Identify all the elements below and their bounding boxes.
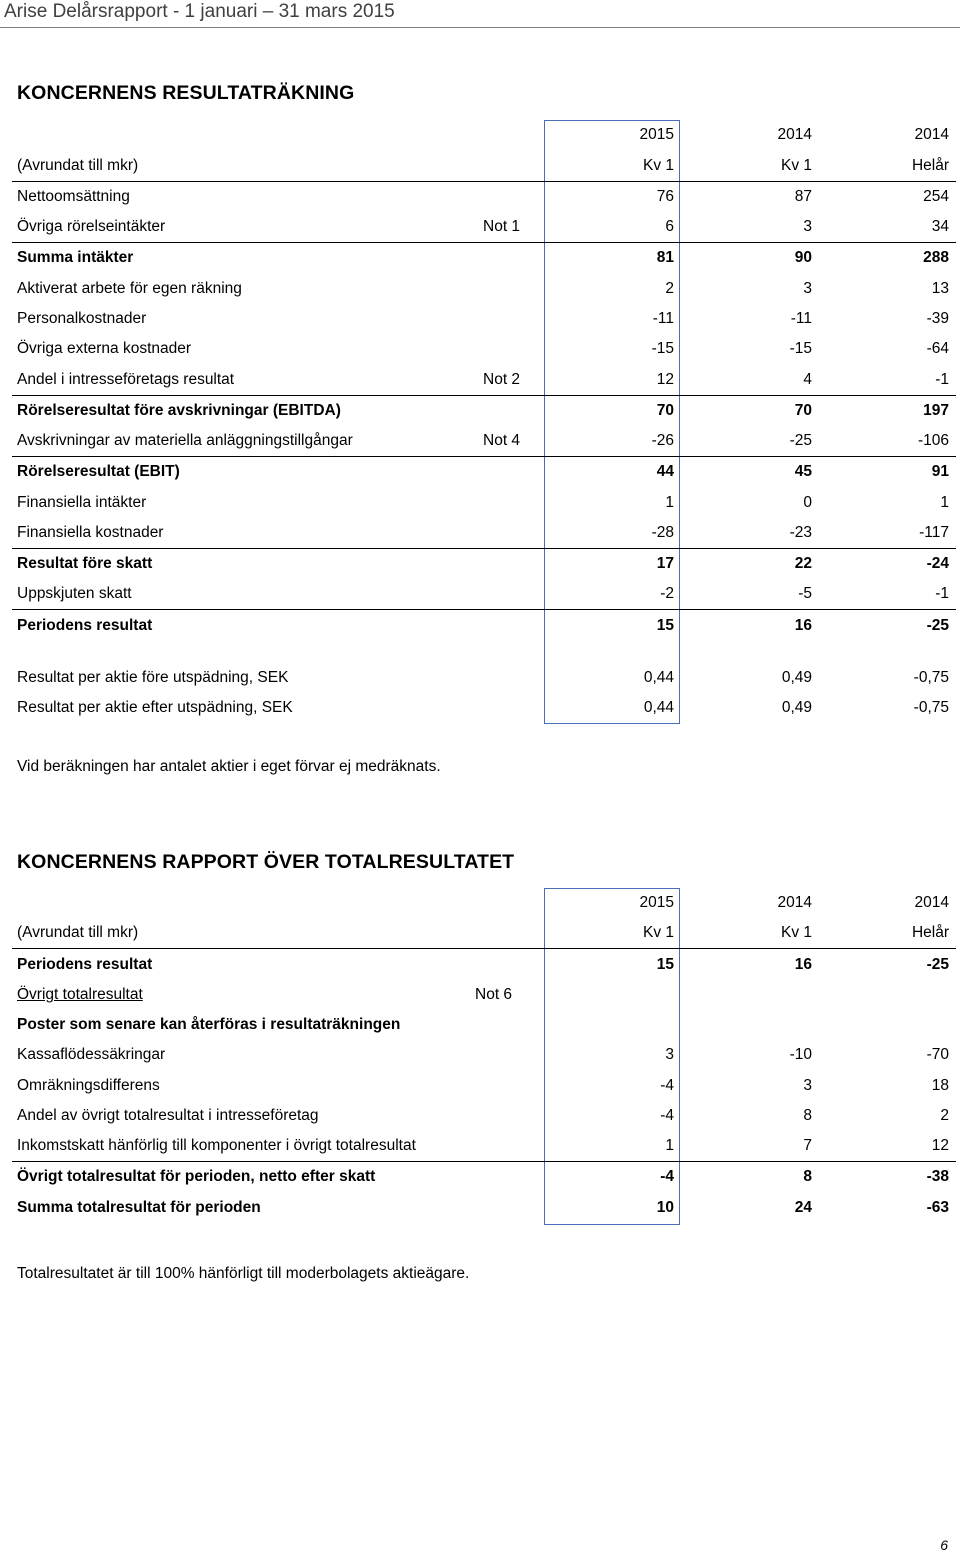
table-row (0, 426, 960, 457)
note-reference: Not 1 (483, 218, 521, 235)
row-label: Finansiella kostnader (17, 524, 164, 541)
row-value: -25 (789, 432, 812, 449)
row-value: 1 (665, 1137, 674, 1154)
col-year-2015: 2015 (639, 126, 674, 143)
row-label: Poster som senare kan återföras i resultaträkningen (17, 1016, 401, 1033)
row-value: -25 (926, 956, 949, 973)
income-footnote: Vid beräkningen har antalet aktier i eget förvar ej medräknats. (17, 758, 441, 775)
row-label: Övrigt totalresultat (17, 986, 143, 1003)
row-value: 8 (803, 1107, 812, 1124)
row-value: 4 (803, 371, 812, 388)
row-value: -64 (926, 340, 949, 357)
document-header: Arise Delårsrapport - 1 januari – 31 mars 2015 (4, 1, 395, 22)
table-row (0, 274, 960, 305)
col-period-kv1-2014: Kv 1 (780, 157, 812, 174)
table-row (0, 950, 960, 981)
row-label: Summa intäkter (17, 249, 134, 266)
col-year-2014-full: 2014 (914, 126, 949, 143)
row-label: Övriga rörelseintäkter (17, 218, 166, 235)
col-period-kv1-2015: Kv 1 (642, 924, 674, 941)
unit-label: (Avrundat till mkr) (17, 924, 139, 941)
row-value: 34 (931, 218, 949, 235)
page-number: 6 (940, 1537, 948, 1553)
income-period-header-row (0, 151, 960, 182)
row-value: 10 (656, 1199, 674, 1216)
row-value: 0,44 (643, 699, 674, 716)
row-label: Resultat per aktie efter utspädning, SEK (17, 699, 293, 716)
table-row (0, 1162, 960, 1193)
table-row (0, 1101, 960, 1132)
row-value: -4 (660, 1077, 674, 1094)
row-value: 3 (803, 218, 812, 235)
table-row (0, 549, 960, 580)
row-value: 13 (931, 280, 949, 297)
row-value: 15 (656, 617, 674, 634)
row-label: Andel av övrigt totalresultat i intresseföretag (17, 1107, 319, 1124)
row-label: Resultat före skatt (17, 555, 153, 572)
col-period-kv1-2014: Kv 1 (780, 924, 812, 941)
row-value: -10 (789, 1046, 812, 1063)
row-value: -106 (917, 432, 949, 449)
table-row (0, 693, 960, 724)
row-label: Andel i intresseföretags resultat (17, 371, 235, 388)
table-row (0, 334, 960, 365)
table-row (0, 1010, 960, 1041)
header-divider (0, 27, 960, 28)
row-value: 0,44 (643, 669, 674, 686)
row-value: 2 (940, 1107, 949, 1124)
col-period-helar-2014: Helår (911, 924, 949, 941)
table-row (0, 611, 960, 642)
row-value: -0,75 (913, 669, 949, 686)
row-value: 76 (656, 188, 674, 205)
row-value: -38 (926, 1168, 949, 1185)
unit-label: (Avrundat till mkr) (17, 157, 139, 174)
header-rule (12, 948, 956, 949)
row-value: -1 (935, 371, 949, 388)
row-value: 45 (794, 463, 812, 480)
table-row (0, 396, 960, 427)
row-label: Aktiverat arbete för egen räkning (17, 280, 242, 297)
row-label: Övriga externa kostnader (17, 340, 192, 357)
row-value: -39 (926, 310, 949, 327)
table-row (0, 457, 960, 488)
comprehensive-income-title: KONCERNENS RAPPORT ÖVER TOTALRESULTATET (17, 851, 515, 873)
table-row (0, 488, 960, 519)
row-value: 24 (794, 1199, 812, 1216)
col-year-2015: 2015 (639, 894, 674, 911)
row-value: -63 (926, 1199, 949, 1216)
row-value: 70 (656, 402, 674, 419)
row-value: -4 (660, 1107, 674, 1124)
table-row (0, 518, 960, 549)
row-value: -24 (926, 555, 949, 572)
row-value: 17 (656, 555, 674, 572)
table-row (0, 579, 960, 610)
row-value: 1 (665, 494, 674, 511)
table-row (0, 1040, 960, 1071)
row-label: Inkomstskatt hänförlig till komponenter i övrigt totalresultat (17, 1137, 416, 1154)
row-value: 81 (656, 249, 674, 266)
col-period-kv1-2015: Kv 1 (642, 157, 674, 174)
row-label: Avskrivningar av materiella anläggningstillgångar (17, 432, 353, 449)
row-value: 15 (656, 956, 674, 973)
table-row (0, 1131, 960, 1162)
row-value: 22 (794, 555, 812, 572)
comprehensive-footnote: Totalresultatet är till 100% hänförligt till moderbolagets aktieägare. (17, 1265, 470, 1282)
table-row (0, 663, 960, 694)
row-label: Övrigt totalresultat för perioden, netto efter skatt (17, 1168, 376, 1185)
row-value: 2 (665, 280, 674, 297)
row-value: 254 (923, 188, 949, 205)
table-row (0, 1193, 960, 1224)
row-value: -70 (926, 1046, 949, 1063)
row-label: Rörelseresultat (EBIT) (17, 463, 180, 480)
table-row (0, 212, 960, 243)
col-year-2014-q1: 2014 (777, 126, 812, 143)
row-value: 16 (794, 617, 812, 634)
row-value: -11 (652, 310, 674, 327)
row-value: 16 (794, 956, 812, 973)
row-value: 0,49 (781, 669, 812, 686)
table-row (0, 304, 960, 335)
row-value: 288 (923, 249, 949, 266)
row-label: Summa totalresultat för perioden (17, 1199, 261, 1216)
row-label: Uppskjuten skatt (17, 585, 132, 602)
row-value: -15 (789, 340, 812, 357)
note-reference: Not 6 (475, 986, 513, 1003)
comprehensive-period-header-row (0, 918, 960, 949)
table-row (0, 980, 960, 1011)
row-value: 1 (940, 494, 949, 511)
row-label: Nettoomsättning (17, 188, 130, 205)
row-value: 91 (931, 463, 949, 480)
row-value: 3 (803, 280, 812, 297)
row-value: -15 (651, 340, 674, 357)
row-label: Resultat per aktie före utspädning, SEK (17, 669, 289, 686)
row-value: 18 (931, 1077, 949, 1094)
note-reference: Not 2 (483, 371, 521, 388)
row-value: -26 (651, 432, 674, 449)
row-label: Finansiella intäkter (17, 494, 147, 511)
row-value: -11 (790, 310, 812, 327)
col-year-2014-q1: 2014 (777, 894, 812, 911)
row-rule (12, 609, 956, 610)
row-value: -25 (926, 617, 949, 634)
row-value: 3 (665, 1046, 674, 1063)
row-value: 87 (794, 188, 812, 205)
col-year-2014-full: 2014 (914, 894, 949, 911)
row-label: Periodens resultat (17, 956, 153, 973)
income-statement-title: KONCERNENS RESULTATRÄKNING (17, 82, 355, 104)
row-value: 8 (803, 1168, 812, 1185)
row-value: -4 (660, 1168, 674, 1185)
row-value: 197 (923, 402, 949, 419)
comprehensive-year-header-row (0, 888, 960, 919)
row-label: Rörelseresultat före avskrivningar (EBITDA) (17, 402, 341, 419)
row-value: -5 (798, 585, 812, 602)
row-value: -28 (651, 524, 674, 541)
row-value: 7 (803, 1137, 812, 1154)
row-value: 90 (794, 249, 812, 266)
table-row (0, 182, 960, 213)
row-label: Personalkostnader (17, 310, 147, 327)
row-value: 6 (665, 218, 674, 235)
row-value: 0 (803, 494, 812, 511)
row-value: -2 (660, 585, 674, 602)
row-value: -117 (919, 524, 949, 541)
row-value: 12 (656, 371, 674, 388)
row-value: 0,49 (781, 699, 812, 716)
table-row (0, 365, 960, 396)
row-value: -0,75 (913, 699, 949, 716)
note-reference: Not 4 (483, 432, 521, 449)
row-value: -23 (789, 524, 812, 541)
row-label: Omräkningsdifferens (17, 1077, 160, 1094)
row-value: -1 (935, 585, 949, 602)
row-value: 12 (931, 1137, 949, 1154)
row-label: Periodens resultat (17, 617, 153, 634)
row-value: 44 (656, 463, 674, 480)
col-period-helar-2014: Helår (911, 157, 949, 174)
row-value: 70 (794, 402, 812, 419)
row-value: 3 (803, 1077, 812, 1094)
table-row (0, 243, 960, 274)
table-row (0, 1071, 960, 1102)
income-year-header-row (0, 120, 960, 151)
row-label: Kassaflödessäkringar (17, 1046, 166, 1063)
